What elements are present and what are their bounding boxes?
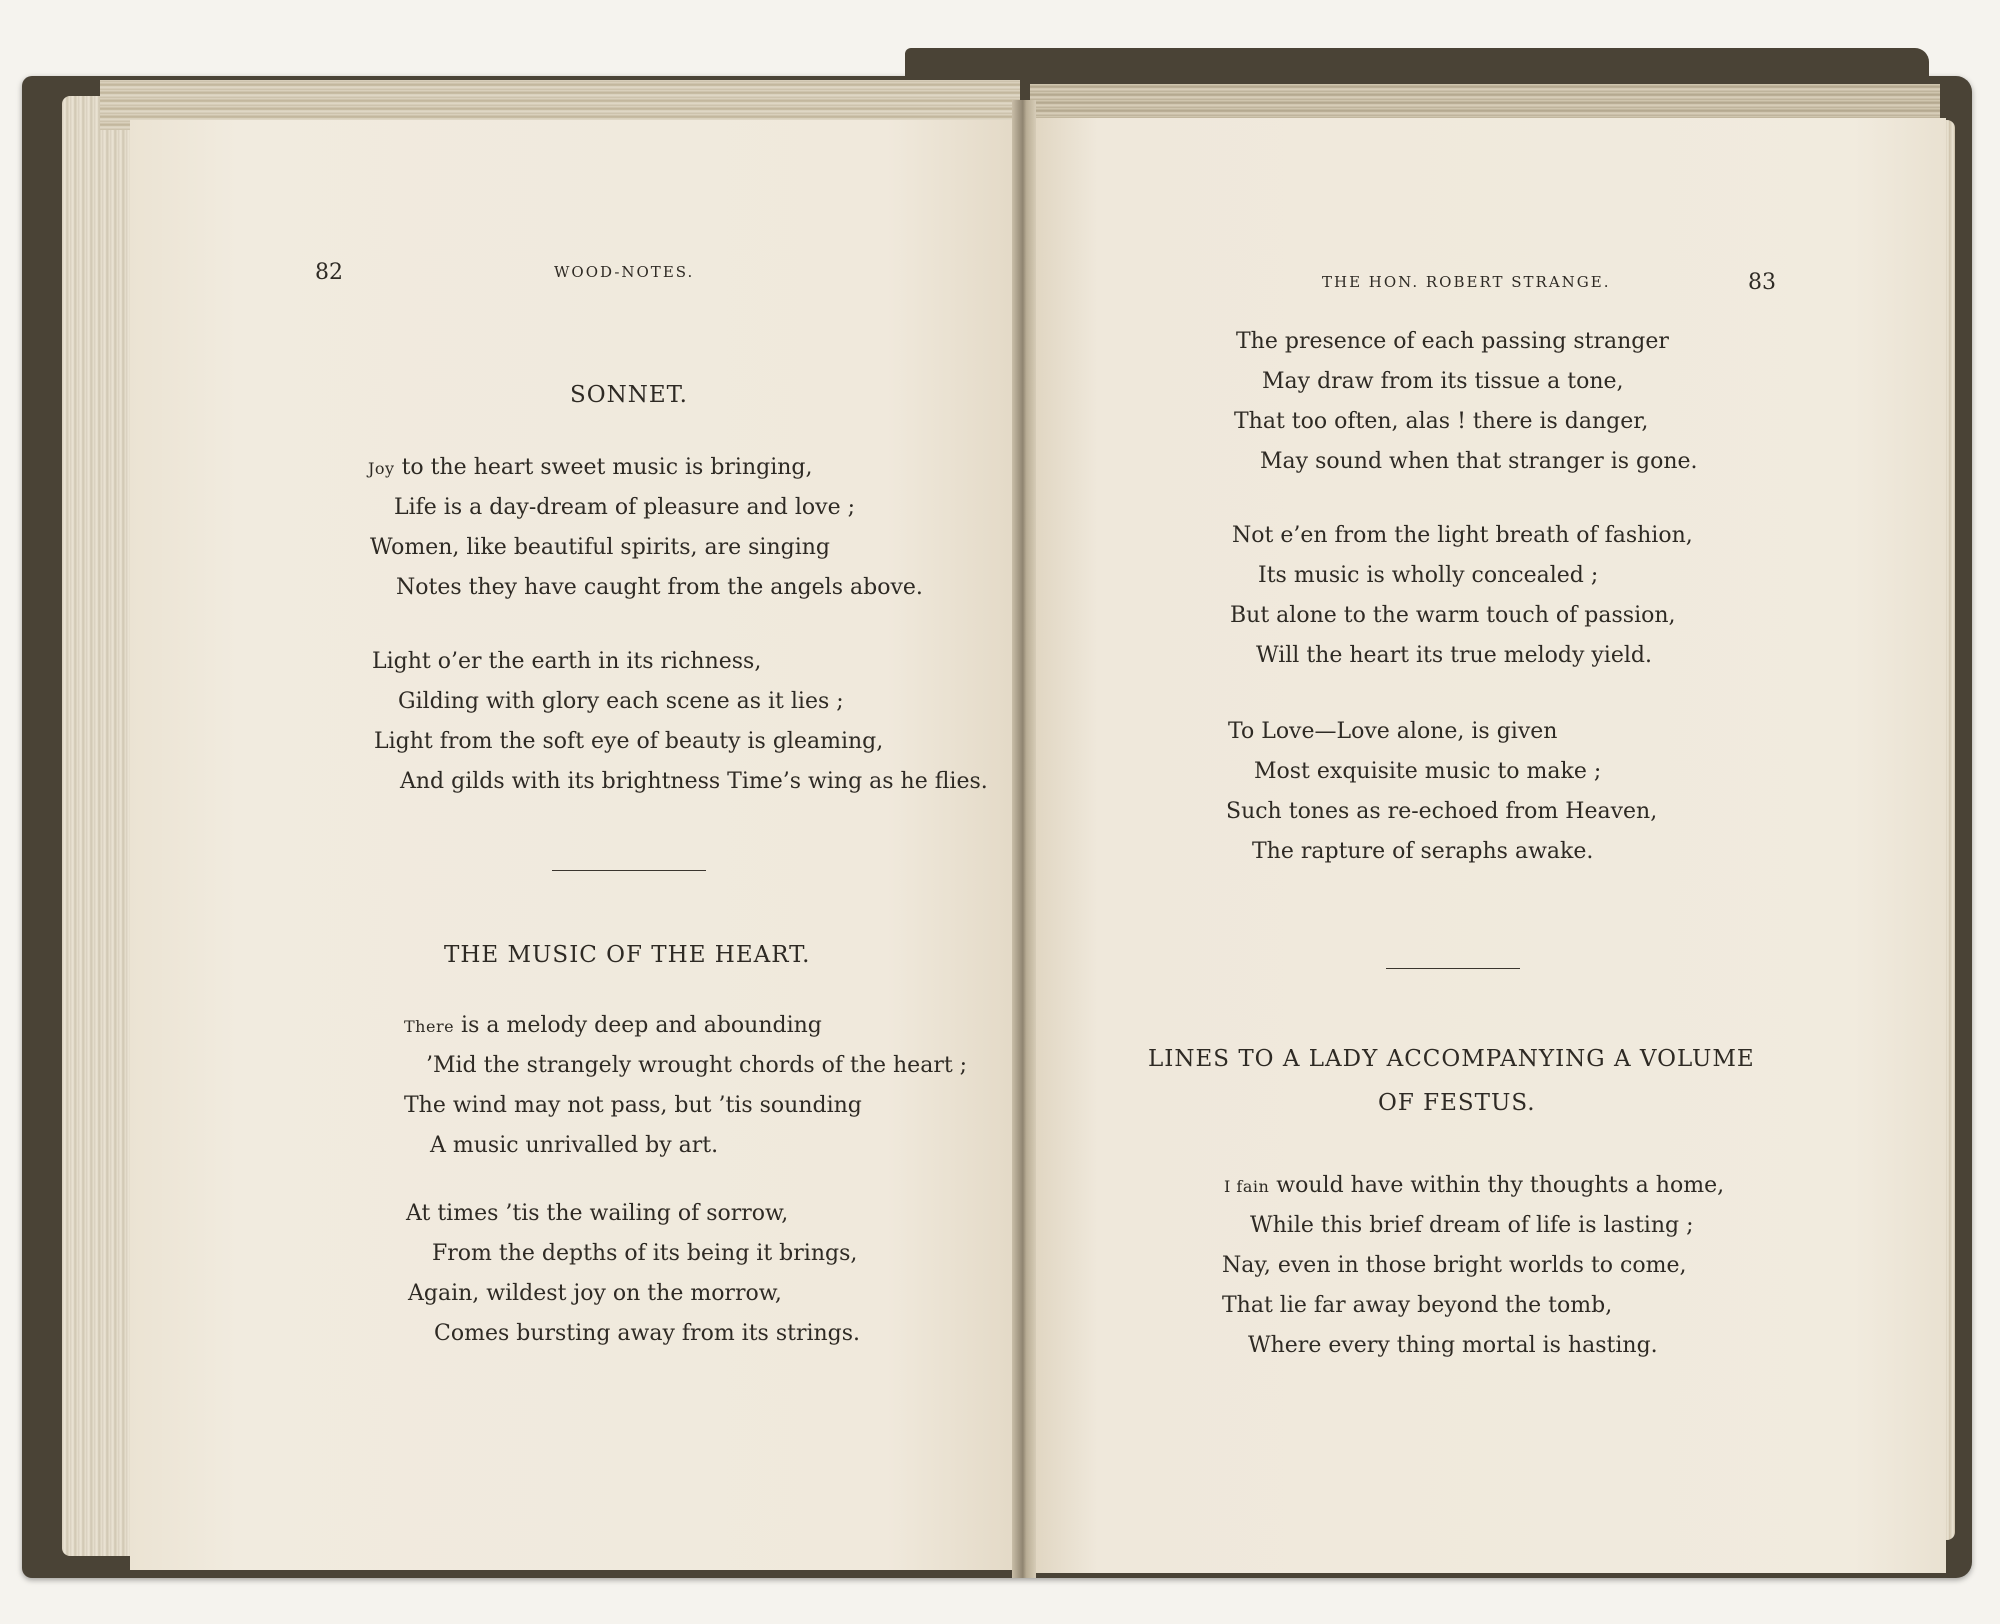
verse-line: Life is a day-dream of pleasure and love ;: [394, 495, 856, 520]
verse-line: But alone to the warm touch of passion,: [1230, 603, 1676, 628]
page-edges-left: [62, 96, 132, 1556]
running-head-left: WOOD-NOTES.: [554, 263, 695, 281]
verse-line: While this brief dream of life is lasting ;: [1250, 1213, 1694, 1238]
verse-line: I fain would have within thy thoughts a home,: [1224, 1173, 1725, 1198]
verse-initial-word: I fain: [1224, 1177, 1270, 1196]
right-page: [1024, 118, 1946, 1573]
poem-title-lines-to-a-lady: LINES TO A LADY ACCOMPANYING A VOLUME: [1148, 1046, 1755, 1072]
verse-initial-word: There: [404, 1017, 455, 1036]
verse-line: ’Mid the strangely wrought chords of the heart ;: [426, 1053, 968, 1078]
verse-line: There is a melody deep and abounding: [404, 1013, 822, 1038]
verse-line: A music unrivalled by art.: [430, 1133, 719, 1158]
verse-line: Gilding with glory each scene as it lies ;: [398, 689, 844, 714]
verse-line: Again, wildest joy on the morrow,: [408, 1281, 782, 1306]
verse-line: Women, like beautiful spirits, are singing: [370, 535, 831, 560]
verse-line: Such tones as re-echoed from Heaven,: [1226, 799, 1658, 824]
verse-line: From the depths of its being it brings,: [432, 1241, 858, 1266]
verse-line: And gilds with its brightness Time’s wing as he flies.: [400, 769, 988, 794]
verse-line: Where every thing mortal is hasting.: [1248, 1333, 1658, 1358]
poem-title-sonnet: SONNET.: [570, 382, 688, 408]
verse-line: Will the heart its true melody yield.: [1256, 643, 1652, 668]
verse-line: Joy to the heart sweet music is bringing,: [368, 455, 813, 480]
verse-line: Not e’en from the light breath of fashion,: [1232, 523, 1693, 548]
verse-line: The presence of each passing stranger: [1236, 329, 1669, 354]
section-divider: [552, 870, 706, 871]
verse-line: Most exquisite music to make ;: [1254, 759, 1602, 784]
verse-line: That too often, alas ! there is danger,: [1234, 409, 1649, 434]
poem-title-music-of-heart: THE MUSIC OF THE HEART.: [444, 942, 811, 968]
verse-line: Light o’er the earth in its richness,: [372, 649, 762, 674]
page-number-left: 82: [315, 260, 343, 285]
verse-line: Notes they have caught from the angels above.: [396, 575, 923, 600]
verse-line: To Love—Love alone, is given: [1228, 719, 1558, 744]
verse-line: The rapture of seraphs awake.: [1252, 839, 1594, 864]
verse-line: That lie far away beyond the tomb,: [1222, 1293, 1613, 1318]
verse-line: May sound when that stranger is gone.: [1260, 449, 1698, 474]
verse-line: Comes bursting away from its strings.: [434, 1321, 861, 1346]
poem-title-lines-to-a-lady-line2: OF FESTUS.: [1378, 1090, 1536, 1116]
page-number-right: 83: [1748, 270, 1776, 295]
verse-line: The wind may not pass, but ’tis sounding: [404, 1093, 862, 1118]
verse-initial-word: Joy: [368, 459, 395, 478]
running-head-right: THE HON. ROBERT STRANGE.: [1322, 273, 1611, 291]
verse-line: At times ’tis the wailing of sorrow,: [406, 1201, 789, 1226]
verse-line: Nay, even in those bright worlds to come,: [1222, 1253, 1687, 1278]
verse-line: Light from the soft eye of beauty is gleaming,: [374, 729, 884, 754]
verse-line: May draw from its tissue a tone,: [1262, 369, 1624, 394]
verse-line: Its music is wholly concealed ;: [1258, 563, 1599, 588]
left-page: [130, 120, 1020, 1570]
section-divider: [1386, 968, 1520, 969]
book-gutter: [1012, 100, 1036, 1578]
